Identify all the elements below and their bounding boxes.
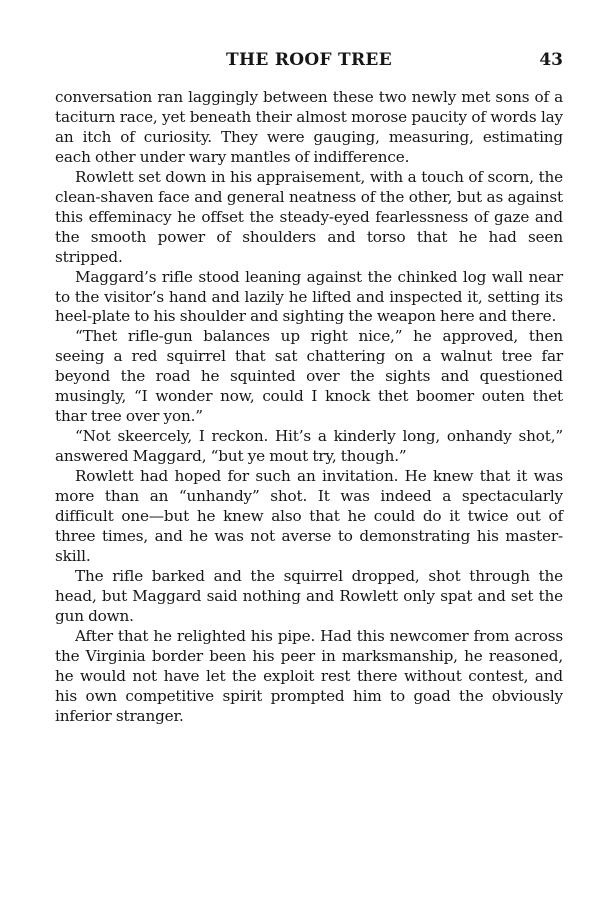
paragraph: “Thet rifle-gun balances up right nice,” he approved, then seeing a red squirrel that sat chattering on a walnut tree far beyond the road he squinted over the sights and questioned musingly, “I wonder now, could I knock thet boomer outen thet thar tree over yon.” xyxy=(55,327,563,426)
paragraph: “Not skeercely, I reckon. Hit’s a kinderly long, onhandy shot,” answered Maggard, “but ye mout try, though.” xyxy=(55,427,563,466)
book-page xyxy=(55,46,563,727)
body-text xyxy=(55,88,563,727)
paragraph: After that he relighted his pipe. Had this newcomer from across the Virginia border been his peer in marksmanship, he reasoned, he would not have let the exploit rest there without contest, and his own competitive spirit prompted him to goad the obviously inferior stranger. xyxy=(55,626,563,725)
paragraph: Maggard’s rifle stood leaning against the chinked log wall near to the visitor’s hand and lazily he lifted and inspected it, setting its heel-plate to his shoulder and sighting the weapon here and there. xyxy=(55,267,563,326)
paragraph: Rowlett had hoped for such an invitation. He knew that it was more than an “unhandy” shot. It was indeed a spectacularly difficult one—but he knew also that he could do it twice out of three times, and he was not averse to demonstrating his master-skill. xyxy=(55,467,563,565)
running-title: THE ROOF TREE xyxy=(226,50,392,70)
paragraph: The rifle barked and the squirrel dropped, shot through the head, but Maggard said nothing and Rowlett only spat and set the gun down. xyxy=(55,566,563,625)
paragraph: Rowlett set down in his appraisement, with a touch of scorn, the clean-shaven face and general neatness of the other, but as against this effeminacy he offset the steady-eyed fearlessness of gaze and the smooth power of shoulders and torso that he had seen stripped. xyxy=(55,167,563,266)
paragraph-continued: conversation ran laggingly between these two newly met sons of a taciturn race, yet beneath their almost morose paucity of words lay an itch of curiosity. They were gauging, measuring, estimating each other under wary mantles of indifference. xyxy=(55,88,563,166)
page-header xyxy=(55,46,563,76)
page-number: 43 xyxy=(539,50,563,70)
